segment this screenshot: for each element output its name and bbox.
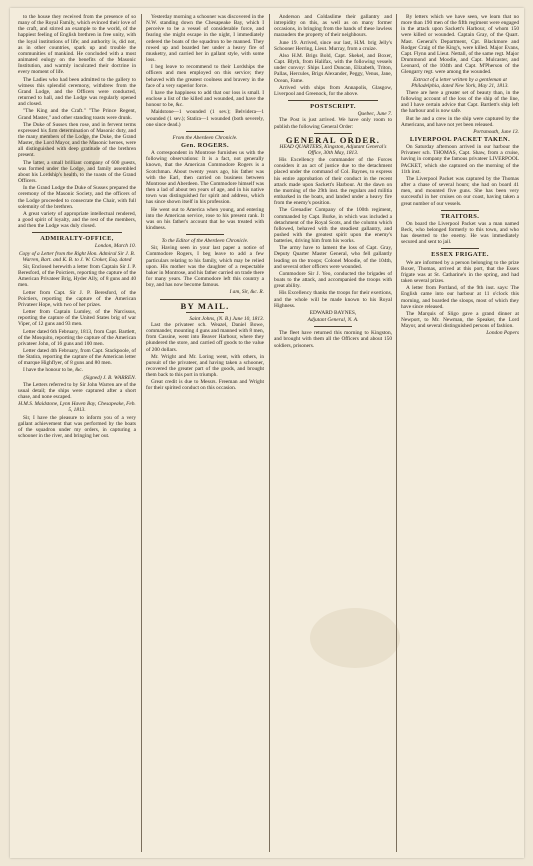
paragraph: The army have to lament the loss of Capt. Gray, Deputy Quarter Master General, who fell gallantly leading on the troops; Colonel Moodie, of the 104th, and several other officers were wounded. xyxy=(274,245,392,270)
section-divider xyxy=(314,133,352,134)
paragraph: The fleet have returned this morning to Kingston, and brought with them all the Officers and about 150 soldiers, prisoners. xyxy=(274,330,392,349)
column-4 xyxy=(401,14,519,852)
section-divider xyxy=(186,312,224,313)
signature: (Signed) J. B. WARREN. xyxy=(83,374,136,381)
paragraph: Letter from Capt. Sir J. P. Beresford, of the Poictiers, reporting the capture of the American Privateer Hope, with two of her prizes. xyxy=(18,289,136,308)
page-footer: London Papers xyxy=(486,330,519,337)
paragraph: But he and a crew in the ship were captured by the Americans, and have not yet been released. xyxy=(401,115,519,128)
paragraph: to the house they received from the presence of so many of the Royal Family, which evinced their love of the craft, and stirred an example to the world, of the happiest feeling of English brethren in free unity, with the loyal institutions of life; and authority is, did not, as in other countries, spark up and trouble the communities of mankind. He concluded with a most animated eulogy on the benefits of the Masonic Institution, and warmly inculcated their doctrine in every moment of life. xyxy=(18,14,136,76)
section-divider xyxy=(186,234,224,235)
paragraph: A correspondent in Montrose furnishes us with the following observations: It is a fact, not generally known, that the American Commodore Rogers is a Scotchman. About twenty years ago, his father was with the Earl, then carried on business between Montrose and Aberdeen. The Commodore himself was then a lad of about ten years of age, and in his native town was distinguished for spirit and address, which has since shown itself in his profession. xyxy=(146,150,264,206)
paragraph: His Excellency thanks the troops for their exertions, and the whole will be made known to his Royal Highness. xyxy=(274,290,392,309)
column-2 xyxy=(146,14,264,852)
paragraph: Letter dated 6th February, 1813, from Capt. Bartlett, of the Mosquito, reporting the capture of the American privateer John, of 16 guns and 100 men. xyxy=(18,328,136,347)
column-rule xyxy=(141,14,142,852)
paragraph: Sir, Enclosed herewith a letter from Captain Sir J. P. Beresford, of the Poictiers, reporting the capture of the American Privateer Brig, Hyder Ally, of 8 guns and 40 men. xyxy=(18,263,136,289)
paragraph: Commodore Sir J. Yeo, conducted the brigades of boats to the attack, and accompanied the troops with great ability. xyxy=(274,270,392,290)
section-heading: BY MAIL. xyxy=(180,300,230,311)
paragraph: There are here a greater set of beauty than, in the following account of the loss of the ship of the line, and I have certain advice that Capt. Bartlett's ship left the harbour and is now safe. xyxy=(401,89,519,115)
column-rule xyxy=(269,14,270,852)
paragraph: Maidstone—1 wounded (1 sev.); Belvidera—1 wounded (1 sev.); Statira—1 wounded (both severely, one since dead.) xyxy=(146,109,264,128)
paragraph: "The King and the Craft." "The Prince Regent, Grand Master," and other standing toasts were drunk. xyxy=(18,108,136,121)
paragraph: Anderson and Coldaslime their gallantry and intrepidity on this, as well as on many former occasions, in bringing from the hands of these lawless marauders the property of their neighbours. xyxy=(274,14,392,39)
dateline: London, March 10. xyxy=(94,243,136,250)
paragraph: I have the happiness to add that our loss is small. I enclose a list of the killed and wounded, and have the honour to be, &c. xyxy=(146,89,264,109)
section-heading: To the Editor of the Aberdeen Chronicle. xyxy=(161,238,249,245)
signature: I am, Sir, &c. R. xyxy=(229,289,264,296)
paragraph: I have the honour to be, &c. xyxy=(23,367,83,374)
paragraph: The Grenadier Company of the 100th regiment, commanded by Capt. Burke, in which was included a detachment of the Royal Scots, and the column which followed, behaved with the steadiest gallantry, and pushed with the greatest spirit upon the enemy's batteries, driving him from his works. xyxy=(274,207,392,245)
section-divider xyxy=(186,131,224,132)
section-divider xyxy=(314,326,352,327)
section-heading: TRAITORS. xyxy=(440,212,480,220)
paragraph: Sir, I have the pleasure to inform you of a very gallant achievement that was performed by the boats of the squadron under my orders, in capturing a schooner in the river, and bringing her out. xyxy=(18,414,136,439)
paragraph: The Letters referred to by Sir John Warren are of the usual detail; the ships were captured after a short chase, and none escaped. xyxy=(18,381,136,401)
letter-intro: Extract of a letter written by a gentleman at Philadelphia, dated New York, May 21, 1813. xyxy=(411,76,509,89)
paragraph: A great variety of appropriate intellectual rendered, a good spirit of loyalty, and the rest of the members, and then the Lodge was duly closed. xyxy=(18,210,136,230)
paragraph: We are informed by a person belonging to the prize Boxer, Thomas, arrived at this port, that the Essex frigate was at St. Catharine's in the spring, and had taken several prizes. xyxy=(401,259,519,285)
section-divider xyxy=(288,100,378,101)
paragraph: I beg leave to recommend to their Lordships the officers and men employed on this service; they behaved with the greatest coolness and bravery in the face of a very superior force. xyxy=(146,64,264,89)
section-heading: LIVERPOOL PACKET TAKEN. xyxy=(409,135,511,143)
section-divider xyxy=(441,210,479,211)
paragraph: In the Grand Lodge the Duke of Sussex prepared the ceremony of the Masonic Society, and the officers of the Lodge proceeded to consecrate the Chair, with full solemnity of the brethren. xyxy=(18,185,136,210)
paragraph: A letter from Portland, of the 9th inst. says: The English came into our harbour at 11 o'clock this morning, and boarded the sloops, most of which they have since released. xyxy=(401,285,519,310)
section-heading: From the Aberdeen Chronicle. xyxy=(172,134,238,141)
paragraph: On board the Liverpool Packet was a man named Beck, who belonged formerly to this town, and who has deserted to the enemy. He was immediately secured and sent to jail. xyxy=(401,220,519,246)
paragraph: Letter from Captain Lumley, of the Narcissus, reporting the capture of the United States brig of war Viper, of 12 guns and 93 men. xyxy=(18,309,136,328)
section-heading: POSTSCRIPT. xyxy=(310,103,356,111)
paragraph: Great credit is due to Messrs. Freeman and Wright for their spirited conduct on this occasion. xyxy=(146,379,264,392)
dateline: Quebec, June 7. xyxy=(357,111,392,118)
paragraph: Last the privateer sch. Weazel, Daniel Bowe, commander, mounting 4 guns and manned with 8 men, from Cassine, went into Beaver Harbour, where they plundered the store, and carried off goods to the value of 200 dollars. xyxy=(146,321,264,353)
paragraph: Arrived with ships from Annapolis, Glasgow, Liverpool and Greenock, for the above. xyxy=(274,84,392,97)
paragraph: On Saturday afternoon arrived in our harbour the Privateer sch. THOMAS, Capt. Shaw, from a cruise, having in company the famous privateer LIVERPOOL PACKET, which she captured on the morning of the 11th inst. xyxy=(401,144,519,175)
paragraph: June 19. Arrived, since our last, H.M. brig Jelly's Schooner Herring, Lieut. Murray, from a cruize. xyxy=(274,39,392,52)
paragraph: The Liverpool Packet was captured by the Thomas after a chase of several hours; she had on board 41 men, and mounted five guns. She has been very successful in her cruises on our coast, having taken a great number of our vessels. xyxy=(401,175,519,207)
column-rule xyxy=(396,14,397,852)
paragraph: The Duke of Sussex then rose, and in fervent terms expressed his firm determination of Masonic duty, and the many members of the Lodge, the Duke, the Grand Master, the Lord Mayor, and the Masonic heroes, were all distinguished with deep gratitude of the brethren present. xyxy=(18,121,136,159)
section-divider xyxy=(441,248,479,249)
signature: EDWARD BAYNES, xyxy=(309,309,357,316)
paragraph: His Excellency the commander of the Forces considers it an act of justice due to the detachment placed under the command of Col. Baynes, to express his entire approbation of their conduct in the recent attack made upon Sackett's Harbour. At the dawn on the morning of the 29th inst. the regulars and militia embarked in the boats, and landed under a heavy fire from the enemy's position. xyxy=(274,157,392,207)
paragraph: Mr. Wright and Mr. Loring went, with others, in pursuit of the privateer, and having taken a schooner, recovered the greater part of the goods, and brought them back to this port in triumph. xyxy=(146,353,264,379)
dateline: HEAD QUARTERS, Kingston, Adjutant General's Office, 30th May, 1813. xyxy=(279,143,387,156)
paragraph: He went out to America when young, and entering into the American service, rose to his present rank. It was on his father's account that he was treated with kindness. xyxy=(146,206,264,231)
dateline: Portsmouth, June 13. xyxy=(473,128,519,135)
section-heading: ADMIRALTY-OFFICE, xyxy=(40,235,114,243)
dateline: H.M.S. Maidstone, Lynn Haven Bay, Chesapeake, Feb. 5, 1813. xyxy=(18,401,136,414)
paragraph: The latter, a small brilliant company of 600 guests, was formed under the Lodge, and family assembled about his Lordship's health, to the toasts of the Grand Officers. xyxy=(18,159,136,185)
paragraph: The Post is just arrived. We have only room to publish the following General Order: xyxy=(274,117,392,130)
paragraph: Sir, Having seen in your last paper a notice of Commodore Rogers, I beg leave to add a few particulars relating to his family, which may be relied upon. His mother was the daughter of a respectable baker in Montrose, and his father carried on trade there for many years. The Commodore left this country a boy, and has now become famous. xyxy=(146,245,264,289)
section-heading: ESSEX FRIGATE. xyxy=(431,251,489,259)
paragraph: The Marquis of Sligo gave a grand dinner at Newport, to Mr. Newman, the Speaker, the Lord Mayor, and several distinguished persons of fashion. xyxy=(401,310,519,330)
section-divider xyxy=(160,299,250,300)
dateline: Saint Johns, (N. B.) June 10, 1813. xyxy=(189,315,264,322)
paragraph: By letters which we have seen, we learn that no more than 190 men of the fifth regiment were engaged in the attack upon Sackett's Harbour, of whom 150 were killed or wounded. Captain Gray, of the Quart. Mast. General's Department, Cpt. Blackmore and Rodger Craig of the King's, were killed. Major Evans, Capt. Flynn and Lieut. Nettall, of the same regt. Major Drummond and Moodie, and Capt. Mulcaster, and Leonard, of the 104th and Capt. M'Pherson of the Glengarry regt. were among the wounded. xyxy=(401,14,519,76)
letter-intro: Copy of a Letter from the Right Hon. Admiral Sir J. B. Warren, Bart. and K. B. to J. W. Croker, Esq. dated xyxy=(18,250,136,263)
paragraph: The Ladies who had been admitted to the gallery to witness this splendid ceremony, withdrew from the Grand Lodge, and the Officers were conducted, returned to hall, and the Lodge was regularly opened and closed. xyxy=(18,76,136,108)
paragraph: Letter dated 4th February, from Capt. Stackpoole, of the Statira, reporting the capture of the American letter of marque Highflyer, of 8 guns and 80 men. xyxy=(18,347,136,367)
newspaper-page xyxy=(10,8,524,858)
column-1 xyxy=(18,14,136,852)
signature-title: Adjutant General, N. A. xyxy=(307,317,359,324)
section-divider xyxy=(32,232,122,233)
paragraph: Yesterday morning a schooner was discovered in the N.W. standing down the Chesapeake Bay, which I perceive to be a vessel of considerable force, and fearing she might escape in the night, I immediately ordered the boats of the squadron to be manned. They rowed up and boarded her under a heavy fire of musketry, and carried her in gallant style, with some loss. xyxy=(146,14,264,64)
paragraph: Also H.M. Brigs Bold, Capt. Skekel, and Boxer, Capt. Blyth, from Halifax, with the following vessels under convoy: Ships Lord Duncan, Elizabeth, Triton, Pallas, Hercules, Brigs Alexander, Peggy, Venus, Jane, Ocean, Fame. xyxy=(274,52,392,84)
section-heading: GENERAL ORDER. xyxy=(285,134,381,145)
column-3 xyxy=(274,14,392,852)
section-heading: Gen. ROGERS. xyxy=(181,141,229,149)
